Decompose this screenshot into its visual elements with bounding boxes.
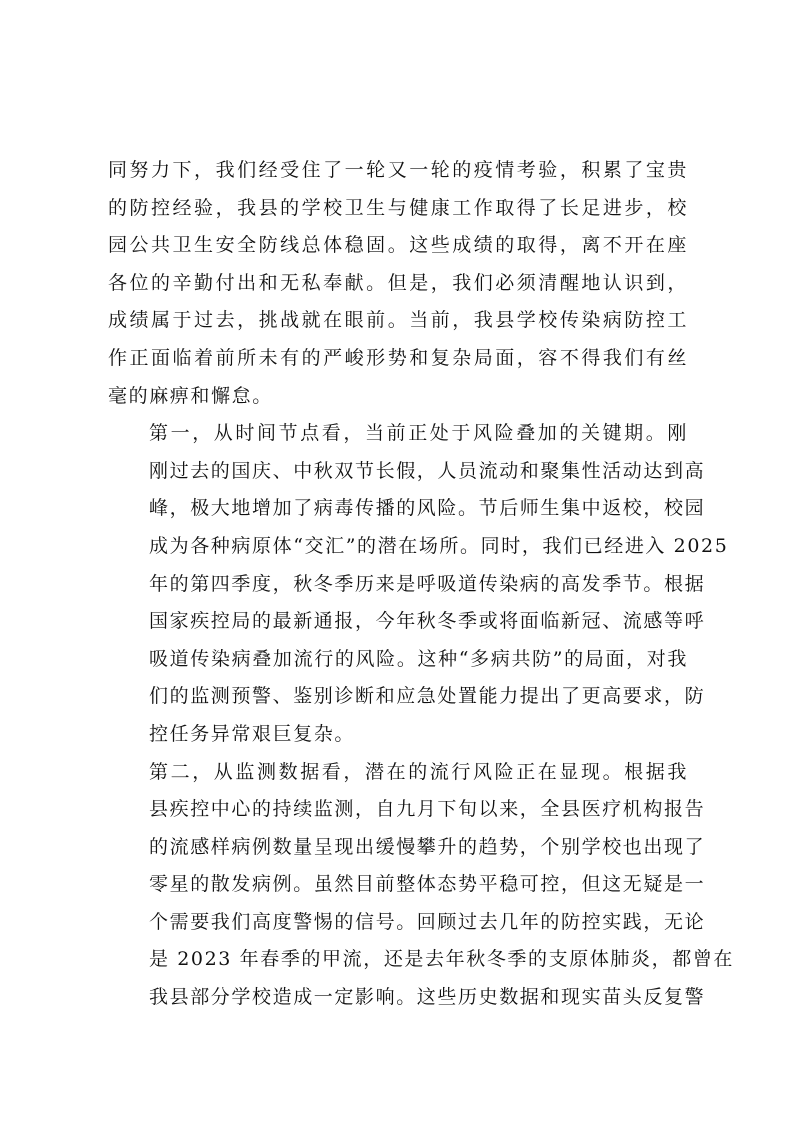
text-line: 同努力下，我们经受住了一轮又一轮的疫情考验，积累了宝贵 xyxy=(108,159,688,181)
text-line: 年的第四季度，秋冬季历来是呼吸道传染病的高发季节。根据 xyxy=(149,572,706,595)
text-line: 成绩属于过去，挑战就在眼前。当前，我县学校传染病防控工 xyxy=(108,309,688,332)
text-line: 国家疾控局的最新通报，今年秋冬季或将面临新冠、流感等呼 xyxy=(149,610,706,633)
text-line: 作正面临着前所未有的严峻形势和复杂局面，容不得我们有丝 xyxy=(108,346,688,369)
text-line: 控任务异常艰巨复杂。 xyxy=(149,722,356,745)
paragraph-second-point xyxy=(108,754,735,1017)
text-line: 我县部分学校造成一定影响。这些历史数据和现实苗头反复警 xyxy=(149,986,706,1009)
text-line: 成为各种病原体“交汇”的潜在场所。同时，我们已经进入 2025 xyxy=(149,534,729,557)
text-line: 毫的麻痹和懈怠。 xyxy=(108,384,273,407)
text-line: 吸道传染病叠加流行的风险。这种“多病共防”的局面，对我 xyxy=(149,647,688,670)
text-line: 零星的散发病例。虽然目前整体态势平稳可控，但这无疑是一 xyxy=(149,873,706,896)
text-line: 第一，从时间节点看，当前正处于风险叠加的关键期。刚 xyxy=(149,422,688,445)
text-line: 的防控经验，我县的学校卫生与健康工作取得了长足进步，校 xyxy=(108,196,688,219)
paragraph-intro xyxy=(108,152,688,415)
document-body xyxy=(108,152,735,1017)
text-line: 峰，极大地增加了病毒传播的风险。节后师生集中返校，校园 xyxy=(149,497,706,520)
text-line: 第二，从监测数据看，潜在的流行风险正在显现。根据我 xyxy=(149,760,688,783)
text-line: 园公共卫生安全防线总体稳固。这些成绩的取得，离不开在座 xyxy=(108,234,688,257)
text-line: 县疾控中心的持续监测，自九月下旬以来，全县医疗机构报告 xyxy=(149,798,706,821)
text-line: 个需要我们高度警惕的信号。回顾过去几年的防控实践，无论 xyxy=(149,910,706,933)
text-line: 们的监测预警、鉴别诊断和应急处置能力提出了更高要求，防 xyxy=(149,685,706,708)
text-line: 各位的辛勤付出和无私奉献。但是，我们必须清醒地认识到， xyxy=(108,271,688,294)
text-line: 的流感样病例数量呈现出缓慢攀升的趋势，个别学校也出现了 xyxy=(149,835,706,858)
text-line: 刚过去的国庆、中秋双节长假，人员流动和聚集性活动达到高 xyxy=(149,459,706,482)
paragraph-first-point xyxy=(108,415,729,753)
text-line: 是 2023 年春季的甲流，还是去年秋冬季的支原体肺炎，都曾在 xyxy=(149,948,735,971)
